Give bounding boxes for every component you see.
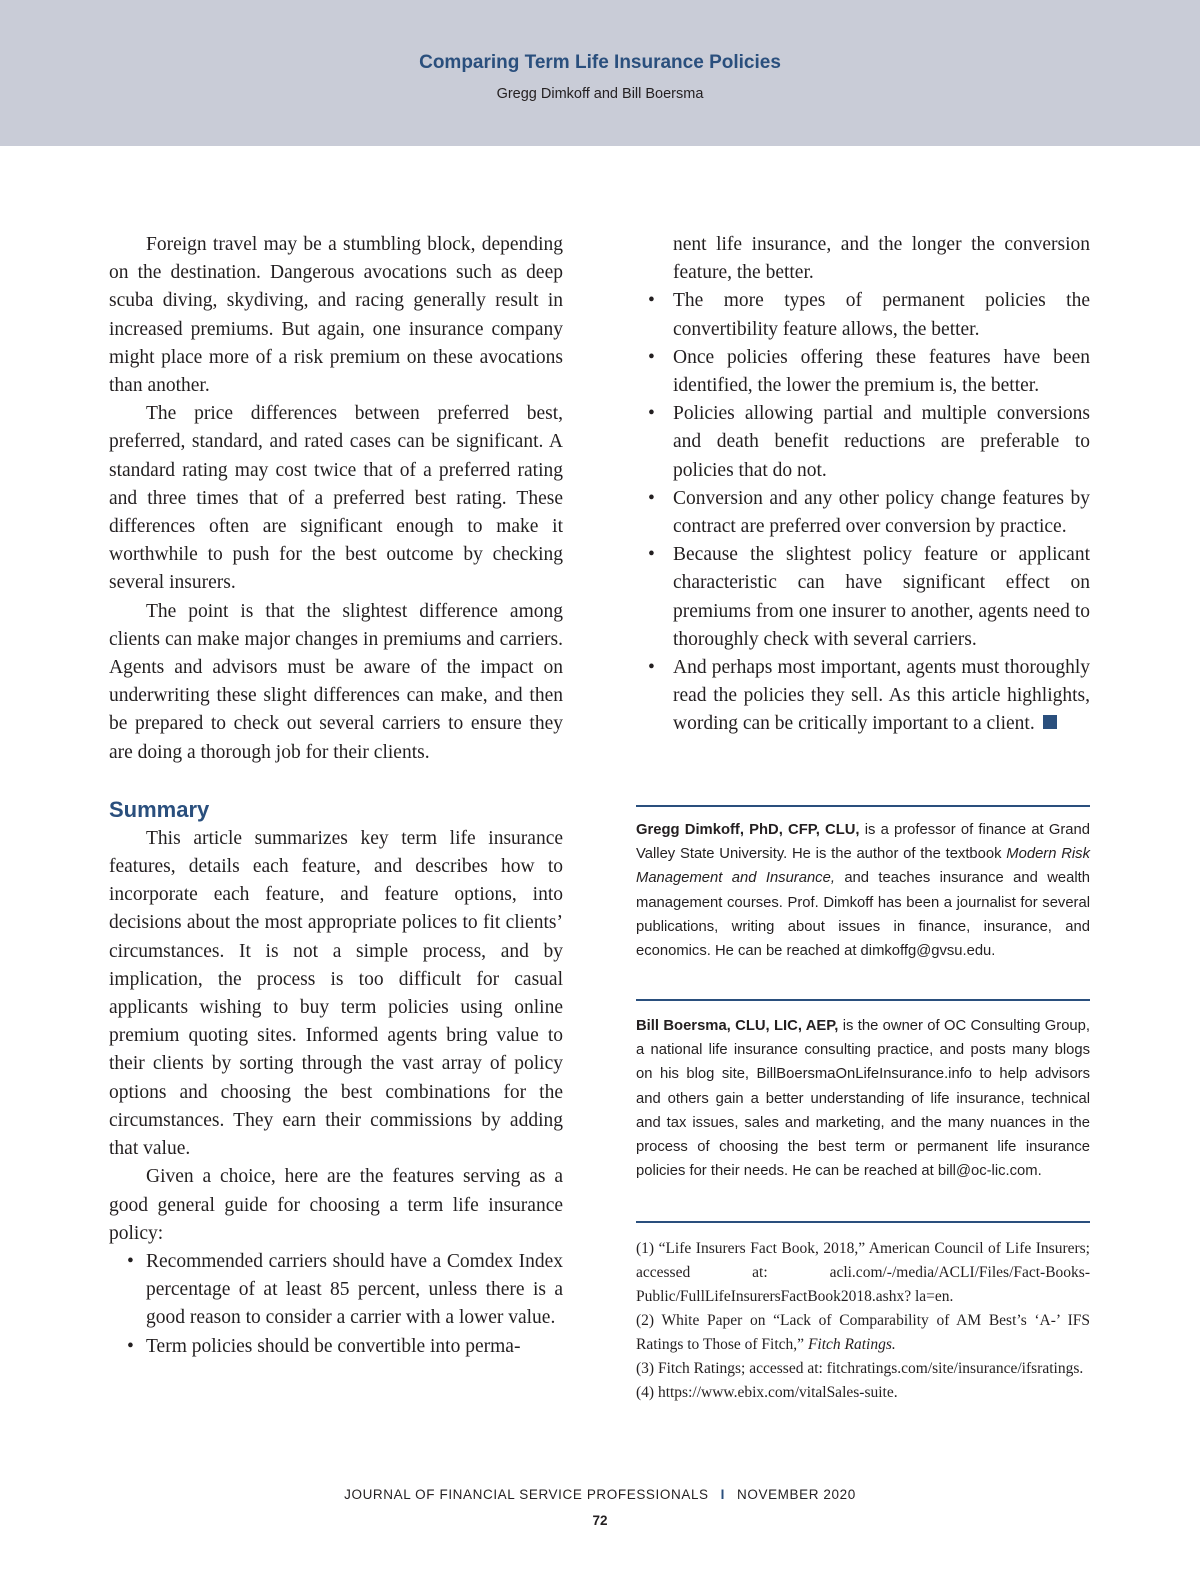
list-item: • Once policies offering these features have been identified, the lower the premium is, the better. <box>636 344 1090 400</box>
bullet-icon: • <box>648 290 655 312</box>
list-item: • The more types of permanent policies the convertibility feature allows, the better. <box>636 287 1090 343</box>
list-item: • And perhaps most important, agents must thoroughly read the policies they sell. As this article highlights, wording can be critically important to a client. <box>636 654 1090 739</box>
list-item: • Conversion and any other policy change features by contract are preferred over conversion by practice. <box>636 485 1090 541</box>
list-item: • Policies allowing partial and multiple conversions and death benefit reductions are preferable to policies that do not. <box>636 400 1090 485</box>
feature-list-continued <box>636 287 1090 738</box>
footer <box>0 1487 1200 1502</box>
article-authors: Gregg Dimkoff and Bill Boersma <box>496 86 704 102</box>
page-number: 72 <box>592 1513 608 1528</box>
summary-paragraph: Given a choice, here are the features serving as a good general guide for choosing a term life insurance policy: <box>109 1166 563 1244</box>
bullet-icon: • <box>127 1335 134 1357</box>
body-paragraph: The price differences between preferred best, preferred, standard, and rated cases can be significant. A standard rating may cost twice that of a preferred rating and three times that of a preferred best rating. These differences often are significant enough to make it worthwhile to push for the best outcome by checking several insurers. <box>109 403 563 594</box>
list-item: • Term policies should be convertible into perma- <box>109 1333 563 1361</box>
list-continuation: nent life insurance, and the longer the conversion feature, the better. <box>673 234 1090 284</box>
author-bio-dimkoff: Gregg Dimkoff, PhD, CFP, CLU, is a professor of finance at Grand Valley State University. He is the author of the textbook Modern Risk Management and Insurance, and teaches insurance and wealth management courses. Prof. Dimkoff has been a journalist for several publications, writing about issues in finance, insurance, and economics. He can be reached at dimkoffg@gvsu.edu. <box>636 822 1091 960</box>
bullet-icon: • <box>648 487 655 509</box>
header-band <box>0 0 1200 146</box>
divider <box>636 805 1090 807</box>
list-item: • Recommended carriers should have a Comdex Index percentage of at least 85 percent, unless there is a good reason to consider a carrier with a lower value. <box>109 1248 563 1333</box>
feature-list <box>109 1248 563 1361</box>
issue-date: NOVEMBER 2020 <box>737 1487 856 1502</box>
references <box>636 1237 1090 1405</box>
bullet-icon: • <box>127 1250 134 1272</box>
right-column <box>636 231 1090 739</box>
reference-item: (1) “Life Insurers Fact Book, 2018,” American Council of Life Insurers; accessed at: acli.com/-/media/ACLI/Files/Fact-Books-Public/FullLifeInsurersFactBook2018.ashx? la=en. <box>636 1240 1090 1305</box>
summary-heading: Summary <box>109 796 210 822</box>
bullet-icon: • <box>648 403 655 425</box>
reference-item: (2) White Paper on “Lack of Comparability of AM Best’s ‘A-’ IFS Ratings to Those of Fitch,” Fitch Ratings. <box>636 1312 1090 1353</box>
reference-item: (3) Fitch Ratings; accessed at: fitchratings.com/site/insurance/ifsratings. <box>636 1360 1084 1377</box>
end-of-article-icon <box>1043 715 1057 729</box>
book-title: Modern Risk Management and Insurance, <box>636 846 1090 887</box>
footer-separator: I <box>720 1487 726 1502</box>
summary-paragraph: This article summarizes key term life insurance features, details each feature, and describes how to incorporate each feature, and feature options, into decisions about the most appropriate polices to fit clients’ circumstances. It is not a simple process, and by implication, the process is too difficult for casual applicants wishing to buy term policies using online premium quoting sites. Informed agents bring value to their clients by sorting through the vast array of policy options and choosing the best combinations for the circumstances. They earn their commissions by adding that value. <box>109 827 563 1160</box>
divider <box>636 999 1090 1001</box>
list-item: • Because the slightest policy feature or applicant characteristic can have significant effect on premiums from one insurer to another, agents need to thoroughly check with several carriers. <box>636 541 1090 654</box>
author-bio-boersma: Bill Boersma, CLU, LIC, AEP, is the owner of OC Consulting Group, a national life insurance consulting practice, and posts many blogs on his blog site, BillBoersmaOnLifeInsurance.info to help advisors and others gain a better understanding of life insurance, technical and tax issues, sales and marketing, and the many nuances in the process of choosing the best term or permanent life insurance policies for their needs. He can be reached at bill@oc-lic.com. <box>636 1018 1090 1180</box>
body-paragraph: The point is that the slightest difference among clients can make major changes in premiums and carriers. Agents and advisors must be aware of the impact on underwriting these slight differences can make, and then be prepared to check out several carriers to ensure they are doing a thorough job for their clients. <box>109 600 563 763</box>
left-column <box>109 231 563 1361</box>
author-name: Bill Boersma, CLU, LIC, AEP, <box>636 1018 839 1034</box>
bullet-icon: • <box>648 657 655 679</box>
bullet-icon: • <box>648 346 655 368</box>
author-name: Gregg Dimkoff, PhD, CFP, CLU, <box>636 822 860 838</box>
body-paragraph: Foreign travel may be a stumbling block, depending on the destination. Dangerous avocations such as deep scuba diving, skydiving, and racing generally result in increased premiums. But again, one insurance company might place more of a risk premium on these avocations than another. <box>109 234 563 397</box>
divider <box>636 1221 1090 1223</box>
bullet-icon: • <box>648 544 655 566</box>
article-title: Comparing Term Life Insurance Policies <box>419 52 781 73</box>
reference-item: (4) https://www.ebix.com/vitalSales-suite. <box>636 1384 898 1401</box>
journal-name: JOURNAL OF FINANCIAL SERVICE PROFESSIONALS <box>344 1487 709 1502</box>
